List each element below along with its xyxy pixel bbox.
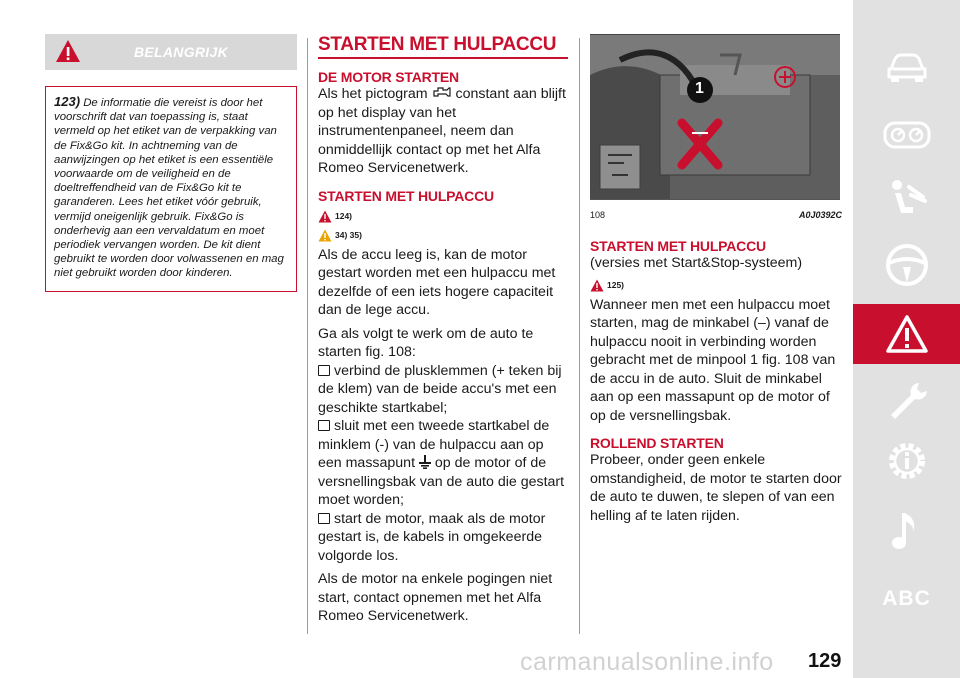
start-stop-note: (versies met Start&Stop-systeem) bbox=[590, 255, 803, 271]
chapter-sidebar bbox=[853, 0, 960, 678]
subheading-rolling-start: ROLLEND STARTEN bbox=[590, 435, 724, 451]
bullet-3: start de motor, maak als de motor gestart is, de kabels in omgekeerde volgorde los. bbox=[318, 510, 546, 564]
paragraph-negative-cable: Wanneer men met een hulpaccu moet starten, mag de minkabel (–) vanaf de hulpaccu nooit in verbinding worden gebracht met de minpool 1 fig. 108 van de accu in de auto. Sluit de minkabel aan op een massapunt op de motor of op de versnellingsbak. bbox=[590, 296, 836, 424]
paragraph-dead-battery: Als de accu leeg is, kan de motor gestart worden met een hulpaccu met dezelfde of een iets hogere capaciteit dan de lege accu. bbox=[318, 246, 556, 318]
subheading-jump-start: STARTEN MET HULPACCU bbox=[318, 187, 494, 204]
warning-triangle-icon bbox=[55, 39, 81, 68]
nav-steering-wheel-icon[interactable] bbox=[853, 236, 960, 294]
reference-125: 125) bbox=[590, 279, 842, 292]
right-column bbox=[590, 34, 842, 525]
paragraph-icon-warning: Als het pictogram constant aan blijft op het display van het instrumentenpaneel, neem dan onmiddellijk contact op met het Alfa Romeo Servicenetwerk. bbox=[318, 86, 566, 176]
note-text: De informatie die vereist is door het voorschrift dat van toepassing is, staat vermeld op het etiket van de verpakking van de Fix&Go kit. In achtneming van de aanwijzingen op het etiket is een essentiële voorwaarde om de veiligheid en de doeltreffendheid van de Fix&Go kit te garanderen. Lees het etiket vóór gebruik, vermijd oneigenlijk gebruik. Fix&Go is onderhevig aan een vervaldatum en moet periodiek vervangen worden. De kit dient gebruikt te worden door volwassenen en mag niet gebruikt worden door kinderen. bbox=[54, 97, 284, 280]
page-number: 129 bbox=[808, 650, 842, 672]
figure-code: A0J0392C bbox=[798, 210, 842, 220]
bullet-1: verbind de plusklemmen (+ teken bij de klem) van de beide accu's met een geschikte startkabel; bbox=[318, 362, 562, 416]
figure-108-battery bbox=[590, 34, 840, 200]
nav-safety-icon[interactable] bbox=[853, 170, 960, 228]
bullet-2: sluit met een tweede startkabel de minklem (-) van de hulpaccu aan op een massapunt op de motor of de versnellingsbak van de auto die gestart moet worden; bbox=[318, 418, 565, 508]
figure-callout-label: 1 bbox=[695, 80, 704, 97]
battery-photo-illustration bbox=[590, 35, 840, 199]
warning-header bbox=[45, 34, 297, 70]
nav-wrench-icon[interactable] bbox=[853, 372, 960, 430]
reference-124: 124) bbox=[318, 210, 568, 223]
nav-car-icon[interactable] bbox=[853, 38, 960, 96]
nav-info-gear-icon[interactable] bbox=[853, 432, 960, 490]
paragraph-contact-service: Als de motor na enkele pogingen niet start, contact opnemen met het Alfa Romeo Servicenetwerk. bbox=[318, 571, 553, 624]
warning-triangle-icon bbox=[590, 279, 604, 292]
middle-column bbox=[318, 34, 568, 626]
warning-title: BELANGRIJK bbox=[133, 44, 228, 60]
checkbox-bullet-icon bbox=[318, 513, 330, 524]
column-divider bbox=[579, 38, 580, 634]
left-column bbox=[45, 34, 297, 292]
watermark: carmanualsonline.info bbox=[520, 648, 774, 676]
warning-triangle-icon bbox=[318, 210, 332, 223]
section-heading: STARTEN MET HULPACCU bbox=[318, 34, 568, 59]
nav-dashboard-icon[interactable] bbox=[853, 106, 960, 164]
paragraph-procedure: Ga als volgt te werk om de auto te starten fig. 108: bbox=[318, 325, 534, 360]
figure-caption bbox=[590, 210, 842, 220]
note-number: 123) bbox=[54, 94, 81, 109]
figure-number: 108 bbox=[590, 210, 606, 220]
engine-warning-icon bbox=[432, 86, 456, 102]
checkbox-bullet-icon bbox=[318, 365, 330, 376]
checkbox-bullet-icon bbox=[318, 420, 330, 431]
subheading-start-stop: STARTEN MET HULPACCU bbox=[590, 238, 766, 254]
nav-emergency-icon[interactable] bbox=[853, 304, 960, 364]
ground-point-icon bbox=[419, 455, 431, 471]
warning-note bbox=[45, 87, 297, 292]
nav-music-icon[interactable] bbox=[853, 502, 960, 560]
nav-index-abc[interactable]: ABC bbox=[882, 587, 931, 610]
subheading-engine-start: DE MOTOR STARTEN bbox=[318, 69, 459, 85]
paragraph-rolling-start: Probeer, onder geen enkele omstandigheid, de motor te starten door de auto te duwen, te slepen of van een helling af te laten rijden. bbox=[590, 452, 842, 524]
column-divider bbox=[307, 38, 308, 634]
reference-34-35: 34) 35) bbox=[318, 229, 568, 242]
caution-triangle-icon bbox=[318, 229, 332, 242]
